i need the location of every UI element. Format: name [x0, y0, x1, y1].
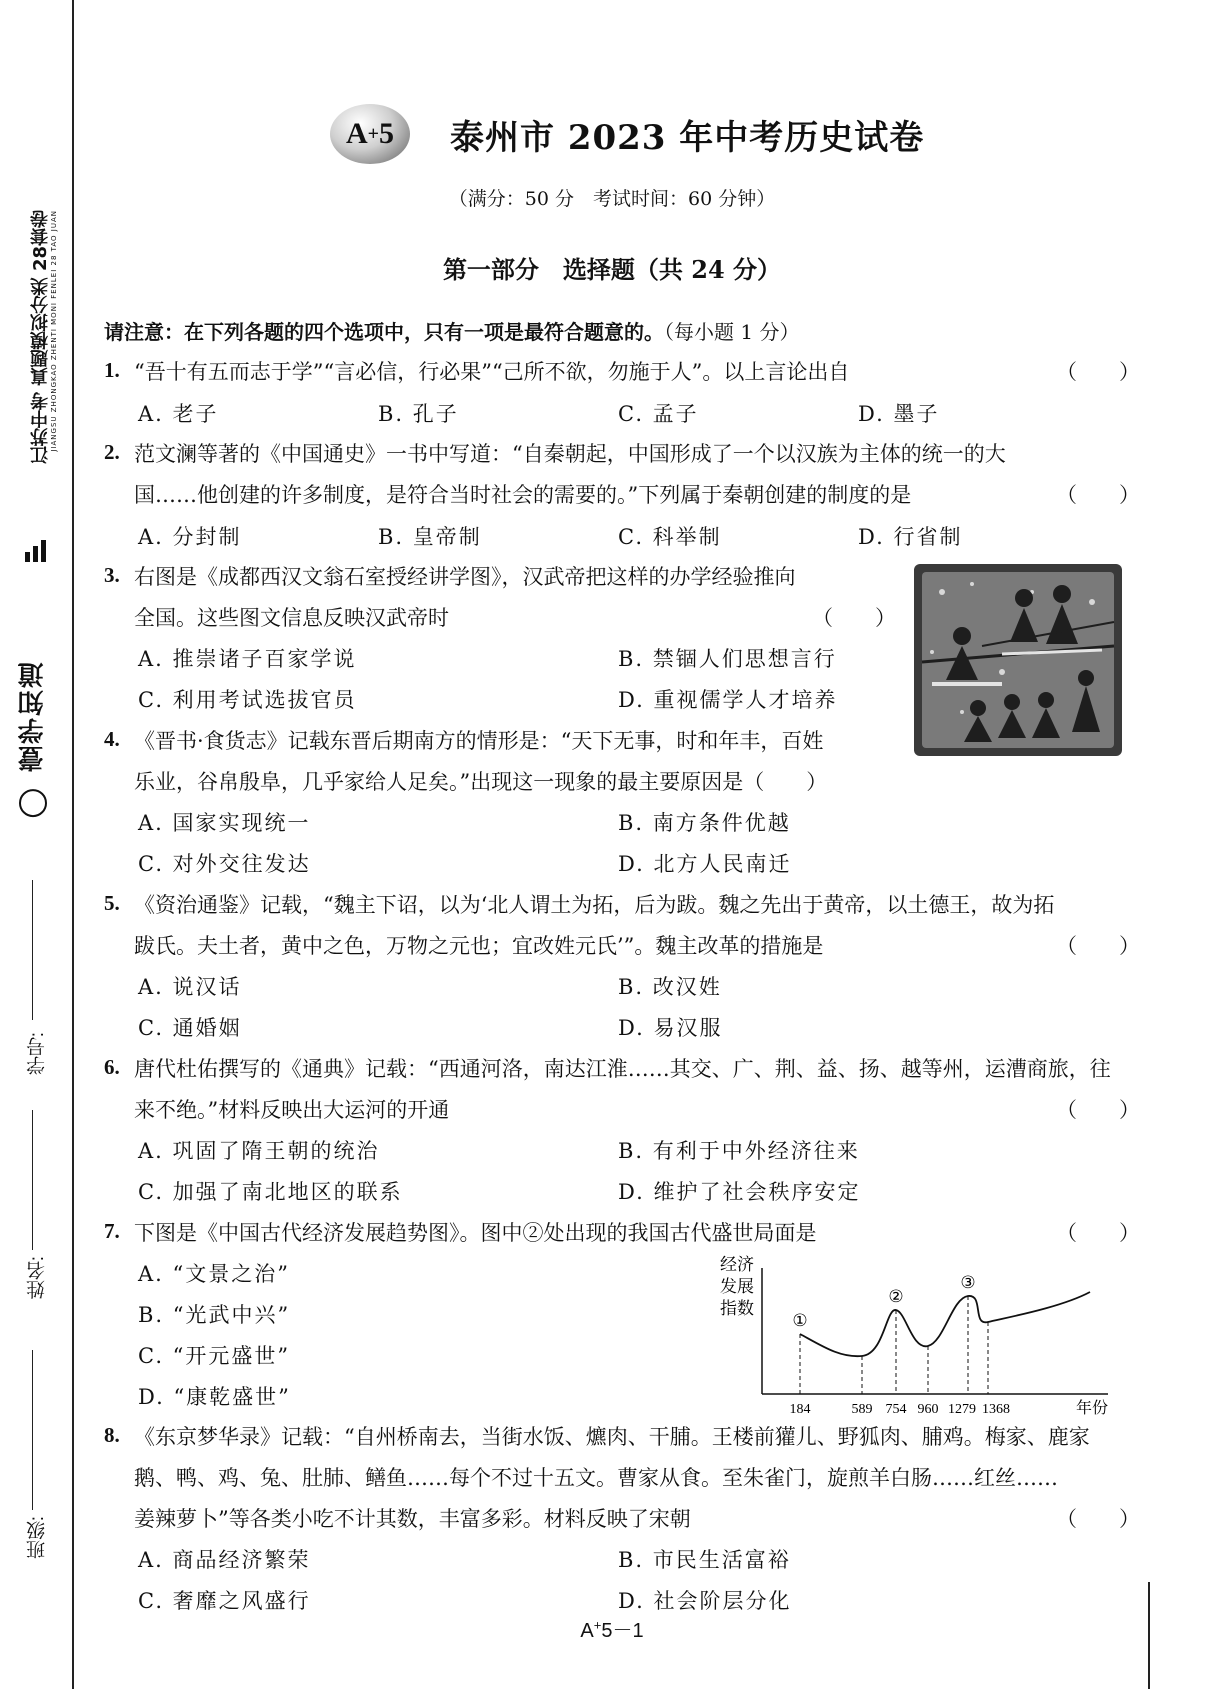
- option-b[interactable]: B. 孔子: [378, 402, 459, 426]
- option-c[interactable]: C. “开元盛世”: [138, 1344, 291, 1368]
- question-number: 4.: [104, 727, 120, 751]
- question-number: 8.: [104, 1423, 120, 1447]
- option-d[interactable]: D. 社会阶层分化: [618, 1589, 792, 1613]
- stone-relief-image: [912, 562, 1124, 758]
- option-c[interactable]: C. 加强了南北地区的联系: [138, 1180, 403, 1204]
- question-text: 右图是《成都西汉文翁石室授经讲学图》，汉武帝把这样的办学经验推向: [134, 565, 796, 589]
- economy-trend-chart: [700, 1250, 1132, 1422]
- option-c[interactable]: C. 通婚姻: [138, 1016, 242, 1040]
- option-b[interactable]: B. 皇帝制: [378, 525, 482, 549]
- instruction-note: [104, 316, 799, 345]
- option-d[interactable]: D. 行省制: [858, 525, 963, 549]
- page-number-rest: 5－1: [601, 1620, 644, 1642]
- chart-x-tick: 1368: [982, 1402, 1010, 1417]
- option-a[interactable]: A. “文景之治”: [138, 1262, 290, 1286]
- option-a[interactable]: A. 巩固了隋王朝的统治: [138, 1139, 380, 1163]
- bars-icon: [24, 540, 48, 562]
- option-a[interactable]: A. 说汉话: [138, 975, 242, 999]
- option-b[interactable]: B. 改汉姓: [618, 975, 722, 999]
- chart-x-tick: 960: [917, 1402, 939, 1417]
- question-text: 姜辣萝卜”等各类小吃不计其数，丰富多彩。材料反映了宋朝: [134, 1507, 691, 1531]
- section-title: 第一部分 选择题（共 24 分）: [442, 255, 782, 284]
- question-text: 跋氏。夫土者，黄中之色，万物之元也；宜改姓元氏’”。魏主改革的措施是: [134, 934, 824, 958]
- answer-blank[interactable]: （ ）: [1056, 1507, 1140, 1531]
- series-name: 江苏中考 真题模拟分类 28套卷: [30, 210, 51, 464]
- option-b[interactable]: B. 市民生活富裕: [618, 1548, 791, 1572]
- option-c[interactable]: C. 对外交往发达: [138, 852, 311, 876]
- option-a[interactable]: A. 推崇诸子百家学说: [138, 647, 357, 671]
- option-a[interactable]: A. 分封制: [138, 525, 242, 549]
- question-number: 6.: [104, 1055, 120, 1079]
- option-c[interactable]: C. 科举制: [618, 525, 722, 549]
- question-text: 全国。这些图文信息反映汉武帝时: [134, 606, 449, 630]
- option-a[interactable]: A. 国家实现统一: [138, 811, 311, 835]
- question-text: 乐业，谷帛殷阜，几乎家给人足矣。”出现这一现象的最主要原因是（ ）: [134, 770, 828, 794]
- question-text: 《东京梦华录》记载：“自州桥南去，当街水饭、爊肉、干脯。王楼前獾儿、野狐肉、脯鸡。梅家、鹿家: [134, 1425, 1090, 1449]
- question-text: 《晋书·食货志》记载东晋后期南方的情形是：“天下无事，时和年丰，百姓: [134, 729, 824, 753]
- chart-x-tick: 184: [789, 1402, 811, 1417]
- answer-blank[interactable]: （ ）: [1056, 1221, 1140, 1245]
- title-row: [330, 104, 924, 164]
- page-number-letter: A: [580, 1620, 594, 1642]
- answer-blank[interactable]: （ ）: [812, 606, 896, 630]
- footer-rule: [1148, 1582, 1150, 1689]
- badge-plus: +: [367, 122, 380, 145]
- question-number: 2.: [104, 440, 120, 464]
- question-text: 下图是《中国古代经济发展趋势图》。图中②处出现的我国古代盛世局面是: [134, 1221, 817, 1245]
- series-pinyin: JIANGSU ZHONGKAO ZHENTI MONI FENLEI 28 TAO JUAN: [50, 210, 58, 452]
- chart-ylabel-1: 经济: [720, 1255, 754, 1274]
- brand-logo: [14, 660, 51, 817]
- student-id-label: 学号:: [27, 1032, 48, 1076]
- chart-marker: ①: [792, 1311, 808, 1331]
- option-b[interactable]: B. 禁锢人们思想言行: [618, 647, 837, 671]
- note-text: 请注意：在下列各题的四个选项中，只有一项是最符合题意的。: [104, 320, 664, 344]
- chart-xlabel: 年份: [1075, 1400, 1109, 1417]
- option-d[interactable]: D. 维护了社会秩序安定: [618, 1180, 861, 1204]
- answer-blank[interactable]: （ ）: [1056, 360, 1140, 384]
- chart-trend-line: [800, 1292, 1090, 1356]
- option-b[interactable]: B. “光武中兴”: [138, 1303, 291, 1327]
- question-text: 国……他创建的许多制度，是符合当时社会的需要的。”下列属于秦朝创建的制度的是: [134, 483, 912, 507]
- brand-ring-icon: [19, 789, 47, 817]
- answer-blank[interactable]: （ ）: [1056, 1098, 1140, 1122]
- option-c[interactable]: C. 利用考试选拔官员: [138, 688, 357, 712]
- question-text: “吾十有五而志于学”“言必信，行必果”“己所不欲，勿施于人”。以上言论出自: [134, 360, 850, 384]
- question-text: 唐代杜佑撰写的《通典》记载：“西通河洛，南达江淮……其交、广、荆、益、扬、越等州，运漕商旅，往: [134, 1057, 1111, 1081]
- chart-marker: ②: [888, 1287, 904, 1307]
- option-d[interactable]: D. 易汉服: [618, 1016, 723, 1040]
- chart-ylabel-3: 指数: [720, 1299, 754, 1318]
- student-id-field[interactable]: [32, 880, 33, 1020]
- exam-info: （满分：50 分 考试时间：60 分钟）: [448, 188, 776, 210]
- option-d[interactable]: D. “康乾盛世”: [138, 1385, 291, 1409]
- chart-x-tick: 1279: [948, 1402, 976, 1417]
- question-text: 《资治通鉴》记载，“魏主下诏，以为‘北人谓土为拓，后为跋。魏之先出于黄帝，以土德王，故为拓: [134, 893, 1055, 917]
- option-a[interactable]: A. 老子: [138, 402, 219, 426]
- class-field[interactable]: [32, 1350, 33, 1510]
- option-d[interactable]: D. 北方人民南迁: [618, 852, 792, 876]
- page-title: 泰州市 2023 年中考历史试卷: [450, 117, 925, 158]
- student-name-label: 姓名:: [27, 1256, 48, 1300]
- option-b[interactable]: B. 南方条件优越: [618, 811, 791, 835]
- question-number: 1.: [104, 358, 120, 382]
- question-text: 鹅、鸭、鸡、兔、肚肺、鳝鱼……每个不过十五文。曹家从食。至朱雀门，旋煎羊白肠……红丝……: [134, 1466, 1058, 1490]
- chart-marker: ③: [960, 1273, 976, 1293]
- question-text: 来不绝。”材料反映出大运河的开通: [134, 1098, 450, 1122]
- class-label: 班级:: [27, 1516, 48, 1560]
- option-b[interactable]: B. 有利于中外经济往来: [618, 1139, 860, 1163]
- note-points: （每小题 1 分）: [664, 320, 800, 344]
- badge-letter: A: [345, 117, 368, 150]
- chart-x-tick: 589: [851, 1402, 873, 1417]
- answer-blank[interactable]: （ ）: [1056, 934, 1140, 958]
- option-a[interactable]: A. 商品经济繁荣: [138, 1548, 311, 1572]
- brand-name: 壹学知道: [18, 660, 48, 772]
- question-number: 7.: [104, 1219, 120, 1243]
- chart-x-tick: 754: [885, 1402, 907, 1417]
- option-d[interactable]: D. 重视儒学人才培养: [618, 688, 838, 712]
- question-number: 3.: [104, 563, 120, 587]
- student-name-field[interactable]: [32, 1110, 33, 1250]
- question-number: 5.: [104, 891, 120, 915]
- badge-number: 5: [379, 117, 395, 150]
- option-c[interactable]: C. 奢靡之风盛行: [138, 1589, 311, 1613]
- question-text: 范文澜等著的《中国通史》一书中写道：“自秦朝起，中国形成了一个以汉族为主体的统一的大: [134, 442, 1006, 466]
- option-c[interactable]: C. 孟子: [618, 402, 699, 426]
- page-number-plus: +: [593, 1617, 602, 1633]
- page-number: [0, 1614, 1224, 1643]
- chart-ylabel-2: 发展: [720, 1277, 754, 1296]
- option-d[interactable]: D. 墨子: [858, 402, 940, 426]
- paper-badge: [330, 104, 410, 164]
- answer-blank[interactable]: （ ）: [1056, 483, 1140, 507]
